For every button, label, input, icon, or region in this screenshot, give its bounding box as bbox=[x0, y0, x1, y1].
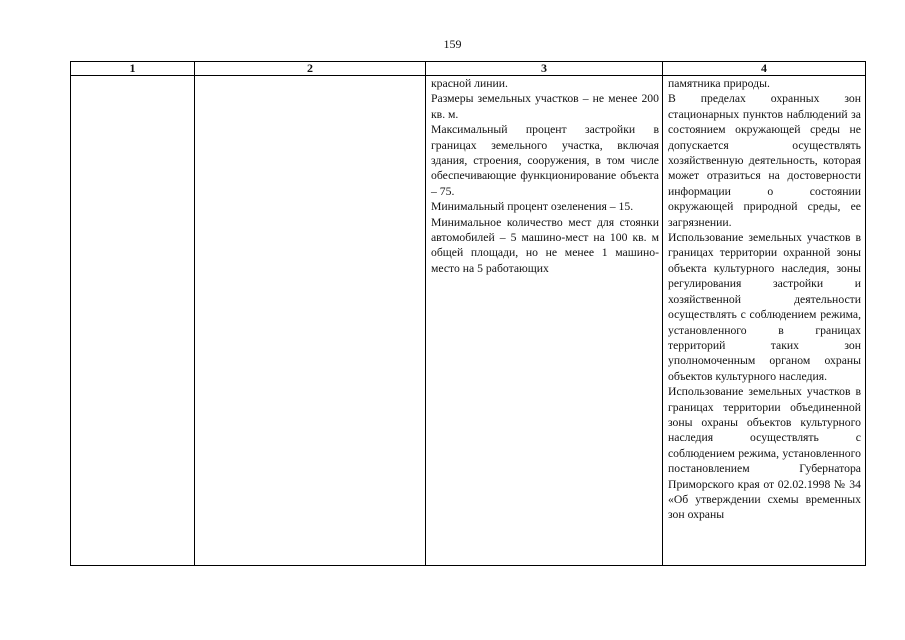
paragraph: красной линии. bbox=[431, 77, 508, 90]
regulations-table bbox=[70, 61, 866, 566]
paragraph: Использование земельных участков в границах территории объединенной зоны охраны объектов культурного наследия осуществлять с соблюдением режима, установленного постановлением Губернатора Приморского края от 02.02.1998 № 34 «Об утверждении схемы временных зон охраны bbox=[668, 385, 861, 522]
paragraph: В пределах охранных зон стационарных пунктов наблюдений за состоянием окружающей среды не допускается осуществлять хозяйственную деятельность, которая может отразиться на достоверности информации о состоянии окружающей природной среды, ее загрязнении. bbox=[668, 92, 861, 229]
cell-col4 bbox=[663, 76, 866, 566]
table-row bbox=[71, 76, 866, 566]
paragraph: Максимальный процент застройки в границах земельного участка, включая здания, строения, сооружения, в том числе обеспечивающие функционирование объекта – 75. bbox=[431, 123, 659, 198]
column-header-4: 4 bbox=[663, 62, 866, 76]
page-number: 159 bbox=[443, 37, 462, 51]
column-header-2: 2 bbox=[195, 62, 426, 76]
cell-col3 bbox=[426, 76, 663, 566]
cell-col1 bbox=[71, 76, 195, 566]
paragraph: Минимальный процент озеленения – 15. bbox=[431, 200, 634, 214]
column-header-3: 3 bbox=[426, 62, 663, 76]
paragraph: Размеры земельных участков – не менее 200 кв. м. bbox=[431, 92, 659, 121]
table-header-row bbox=[71, 62, 866, 76]
paragraph: памятника природы. bbox=[668, 77, 770, 90]
paragraph: Минимальное количество мест для стоянки автомобилей – 5 машино-мест на 100 кв. м общей площади, но не менее 1 машино-место на 5 работающих bbox=[431, 215, 659, 275]
paragraph: Использование земельных участков в границах территории охранной зоны объекта культурного наследия, зоны регулирования застройки и хозяйственной деятельности осуществлять с соблюдением режима, установленного в границах территорий таких зон уполномоченным органом охраны объектов культурного наследия. bbox=[668, 231, 861, 383]
cell-col2 bbox=[195, 76, 426, 566]
column-header-1: 1 bbox=[71, 62, 195, 76]
